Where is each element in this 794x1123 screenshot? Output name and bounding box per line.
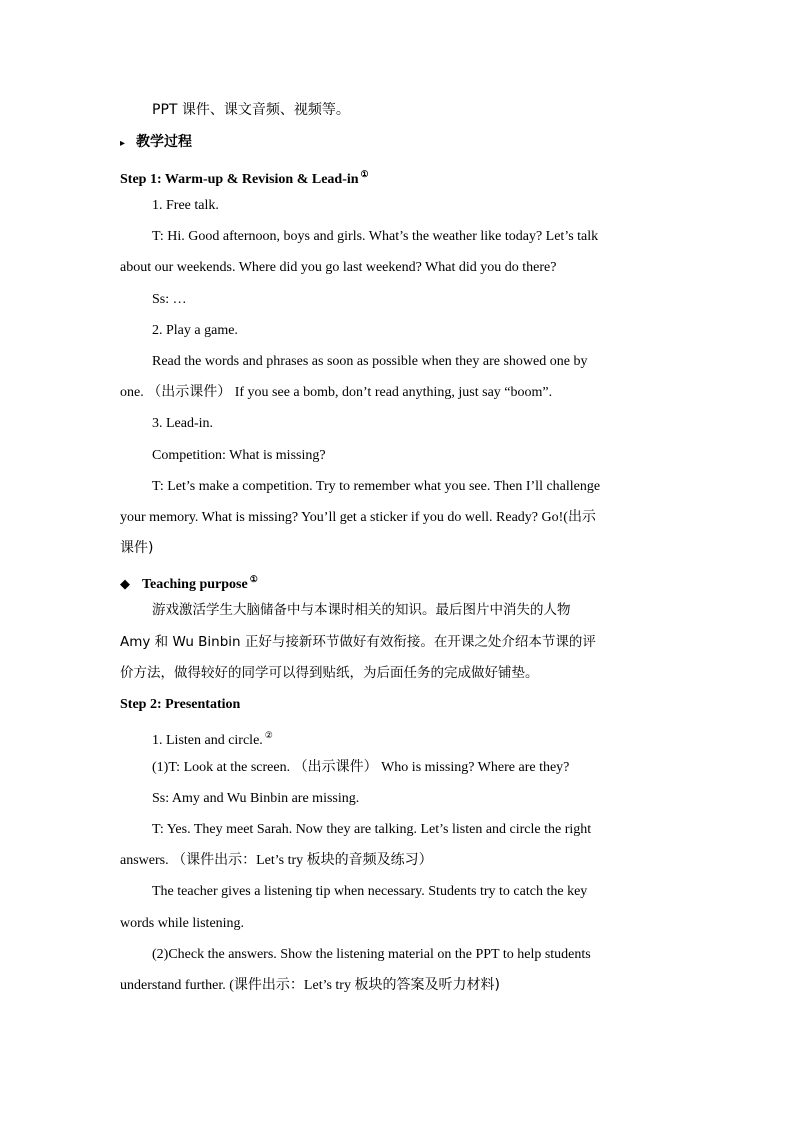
step1-item2: 2. Play a game. (152, 323, 238, 338)
read-line2-end: If you see a bomb, don’t read anything, just say “boom”. (231, 385, 553, 400)
step2-tip-line2: words while listening. (120, 916, 245, 931)
t3-line2-cjk2: 板块的音频及练习） (306, 852, 433, 868)
check-line2-start: understand further. ( (120, 978, 234, 993)
step1-item1: 1. Free talk. (152, 198, 219, 213)
step1-t2-line1: T: Let’s make a competition. Try to remember what you see. Then I’ll challenge (152, 479, 601, 494)
footnote-marker: ② (264, 730, 273, 740)
step1-read-line1: Read the words and phrases as soon as possible when they are showed one by (152, 354, 588, 369)
check-line2-cjk2: 板块的答案及听力材料) (354, 977, 500, 993)
materials-line (152, 95, 668, 126)
t3-line2-cjk: （课件出示： (172, 852, 257, 868)
purpose-line2-cjk: 正好与接新环节做好有效衔接。在开课之处介绍本节课的评 (244, 634, 596, 650)
diamond-bullet-icon: ◆ (120, 576, 130, 591)
check-line2-cjk: 课件出示： (233, 977, 304, 993)
step1-competition: Competition: What is missing? (152, 448, 326, 463)
step1-item3: 3. Lead-in. (152, 416, 214, 431)
step1-read-line2 (120, 377, 668, 408)
t2-line2-cjk: 出示 (567, 509, 596, 525)
section-heading-text: 教学过程 (136, 134, 192, 150)
t3-line2-start: answers. (120, 853, 173, 868)
t2-line2-text: your memory. What is missing? You’ll get a sticker if you do well. Ready? Go!( (120, 510, 568, 525)
step1-ss1: Ss: … (152, 292, 187, 307)
step1-t1-line1: T: Hi. Good afternoon, boys and girls. What’s the weather like today? Let’s talk (152, 229, 599, 244)
purpose-line3-text: 价方法，做得较好的同学可以得到贴纸，为后面任务的完成做好铺垫。 (120, 665, 539, 681)
q1-start: (1)T: Look at the screen. (152, 760, 294, 775)
step2-item1-text: 1. Listen and circle. (152, 733, 263, 748)
step2-check-line1: (2)Check the answers. Show the listening material on the PPT to help students (152, 947, 591, 962)
step1-title-text: Step 1: Warm-up & Revision & Lead-in (120, 172, 359, 187)
step2-item1 (152, 720, 668, 756)
purpose-title-text: Teaching purpose (142, 577, 248, 592)
step1-t2-line3 (120, 533, 668, 564)
purpose-line3 (120, 658, 668, 689)
check-line2-mid: Let’s try (303, 978, 355, 993)
purpose-line2-start: Amy 和 Wu Binbin (120, 634, 245, 650)
step1-t1-line2: about our weekends. Where did you go last weekend? What did you do there? (120, 260, 557, 275)
read-line2-start: one. (120, 385, 148, 400)
purpose-line2 (120, 627, 668, 658)
step2-t3-line1: T: Yes. They meet Sarah. Now they are talking. Let’s listen and circle the right (152, 822, 592, 837)
step2-check-line2 (120, 970, 668, 1001)
footnote-marker: ① (360, 169, 369, 179)
triangle-marker-icon: ▸ (120, 138, 126, 149)
footnote-marker: ① (249, 574, 258, 584)
purpose-line1-text: 游戏激活学生大脑储备中与本课时相关的知识。最后图片中消失的人物 (152, 602, 571, 618)
q1-end: Who is missing? Where are they? (377, 760, 570, 775)
q1-cjk: （出示课件） (293, 759, 378, 775)
step2-title: Step 2: Presentation (120, 697, 241, 712)
materials-text: PPT 课件、课文音频、视频等。 (152, 102, 350, 118)
step2-q1 (152, 752, 668, 783)
step1-t2-line2 (120, 502, 668, 533)
read-line2-cjk: （出示课件） (147, 384, 232, 400)
step2-tip-line1: The teacher gives a listening tip when necessary. Students try to catch the key (152, 884, 588, 899)
t3-line2-mid: Let’s try (256, 853, 307, 868)
section-heading (120, 127, 668, 159)
step2-t3-line2 (120, 845, 668, 876)
step2-ss2: Ss: Amy and Wu Binbin are missing. (152, 791, 360, 806)
t2-line3-text: 课件) (120, 540, 154, 556)
purpose-line1 (152, 595, 668, 626)
